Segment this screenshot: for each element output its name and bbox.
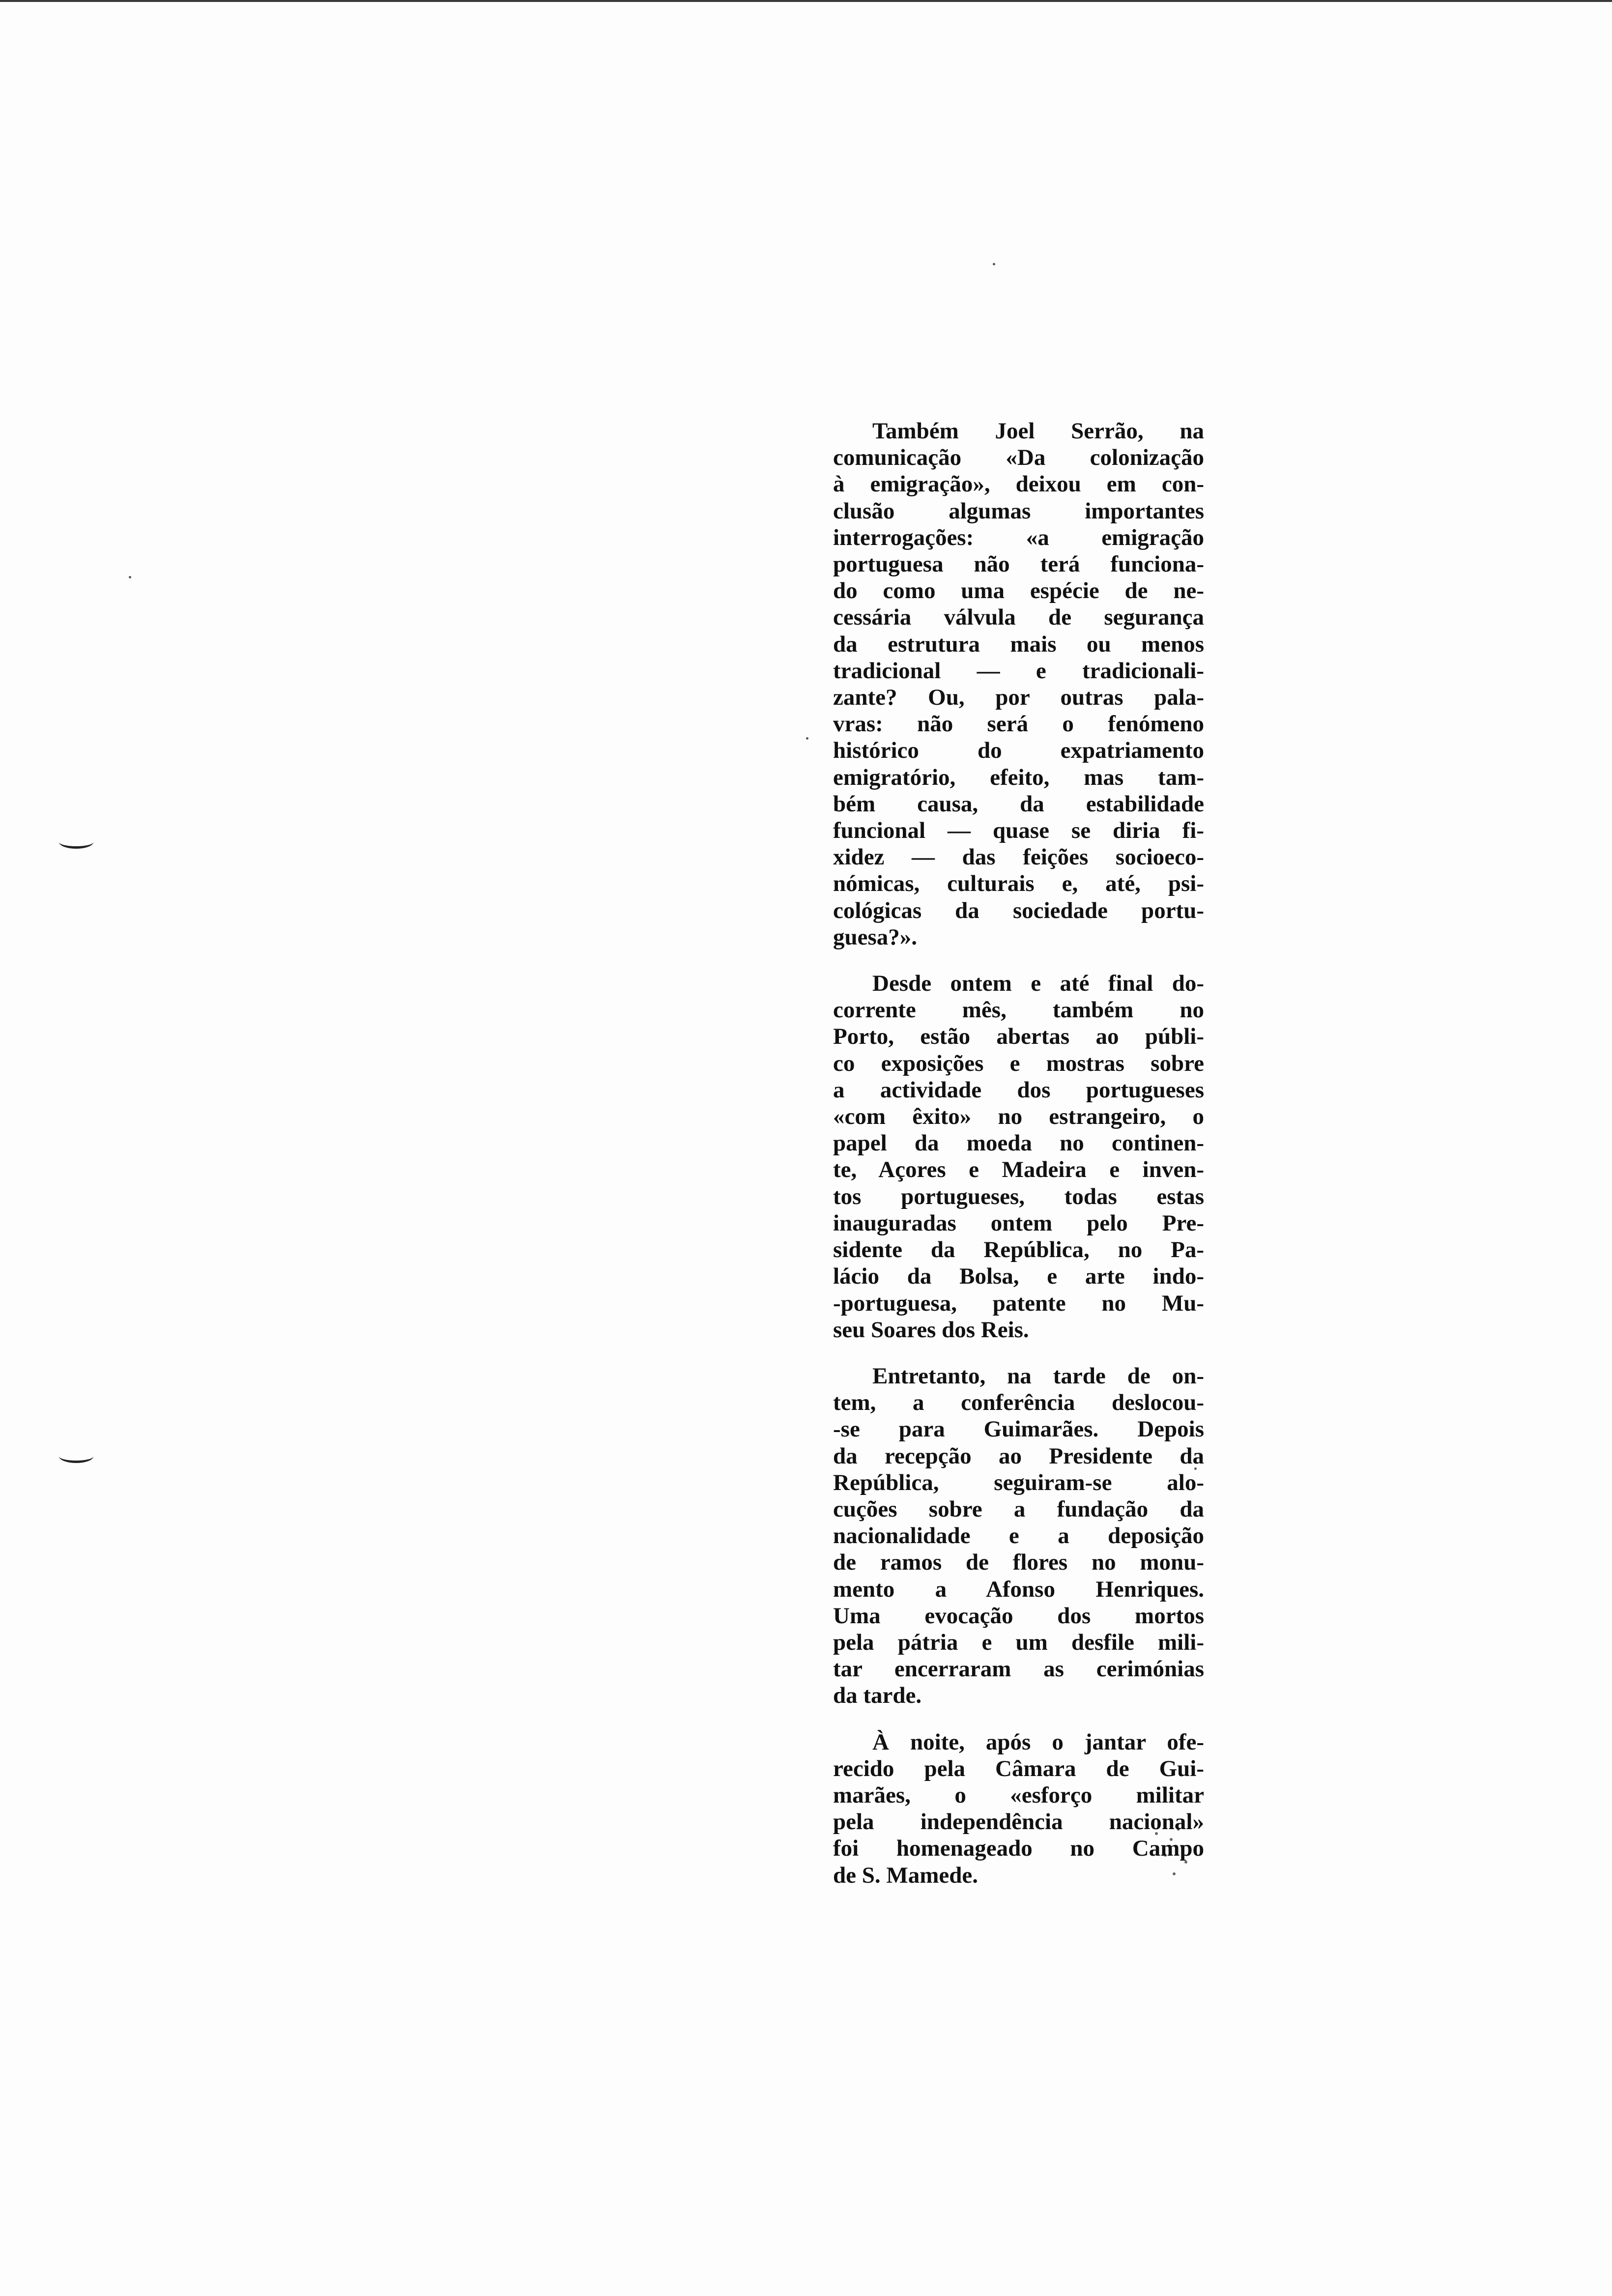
text-line: clusão algumas importantes xyxy=(833,498,1204,524)
text-line: de ramos de flores no monu- xyxy=(833,1550,1204,1576)
article-column xyxy=(833,418,1204,1908)
text-line: comunicação «Da colonização xyxy=(833,445,1204,471)
text-line: da estrutura mais ou menos xyxy=(833,631,1204,657)
text-line: nacionalidade e a deposição xyxy=(833,1523,1204,1549)
scan-speck xyxy=(993,263,995,265)
text-line: República, seguiram-se alo- xyxy=(833,1469,1204,1495)
text-line: pela pátria e um desfile mili- xyxy=(833,1629,1204,1655)
text-line: xidez — das feições socioeco- xyxy=(833,844,1204,870)
text-line: tar encerraram as cerimónias xyxy=(833,1656,1204,1682)
text-line: cológicas da sociedade portu- xyxy=(833,897,1204,923)
text-line: marães, o «esforço militar xyxy=(833,1782,1204,1808)
text-line: mento a Afonso Henriques. xyxy=(833,1576,1204,1602)
text-line: Uma evocação dos mortos xyxy=(833,1603,1204,1629)
text-line: Desde ontem e até final do- xyxy=(872,971,1204,997)
text-line: guesa?». xyxy=(833,924,918,950)
text-line: cessária válvula de segurança xyxy=(833,604,1204,631)
text-line: -se para Guimarães. Depois xyxy=(833,1416,1204,1442)
text-line: histórico do expatriamento xyxy=(833,738,1204,764)
binder-hole-mark xyxy=(59,1450,93,1463)
text-line: zante? Ou, por outras pala- xyxy=(833,685,1204,711)
text-line: vras: não será o fenómeno xyxy=(833,711,1204,737)
text-line: do como uma espécie de ne- xyxy=(833,578,1204,604)
text-line: co exposições e mostras sobre xyxy=(833,1050,1204,1076)
text-line: cuções sobre a fundação da xyxy=(833,1496,1204,1522)
text-line: lácio da Bolsa, e arte indo- xyxy=(833,1263,1204,1290)
text-line: emigratório, efeito, mas tam- xyxy=(833,764,1204,790)
article-paragraph xyxy=(833,418,1204,950)
text-line: inauguradas ontem pelo Pre- xyxy=(833,1210,1204,1236)
text-line: funcional — quase se diria fi- xyxy=(833,818,1204,844)
text-line: À noite, após o jantar ofe- xyxy=(872,1729,1204,1755)
text-line: te, Açores e Madeira e inven- xyxy=(833,1157,1204,1183)
scan-speck xyxy=(806,737,808,740)
text-line: bém causa, da estabilidade xyxy=(833,791,1204,817)
text-line: à emigração», deixou em con- xyxy=(833,471,1204,497)
text-line: foi homenageado no Campo xyxy=(833,1836,1204,1862)
text-line: da recepção ao Presidente da xyxy=(833,1443,1204,1469)
article-paragraph xyxy=(833,970,1204,1343)
text-line: a actividade dos portugueses xyxy=(833,1077,1204,1103)
text-line: corrente mês, também no xyxy=(833,997,1204,1023)
article-paragraph xyxy=(833,1363,1204,1709)
text-line: interrogações: «a emigração xyxy=(833,524,1204,550)
scan-speck xyxy=(129,576,131,578)
text-line: portuguesa não terá funciona- xyxy=(833,551,1204,577)
text-line: tos portugueses, todas estas xyxy=(833,1183,1204,1209)
binder-hole-mark xyxy=(59,835,93,849)
text-line: «com êxito» no estrangeiro, o xyxy=(833,1104,1204,1130)
text-line: pela independência nacional» xyxy=(833,1809,1204,1835)
text-line: recido pela Câmara de Gui- xyxy=(833,1755,1204,1781)
text-line: de S. Mamede. xyxy=(833,1862,979,1888)
text-line: tem, a conferência deslocou- xyxy=(833,1390,1204,1416)
text-line: sidente da República, no Pa- xyxy=(833,1237,1204,1263)
text-line: da tarde. xyxy=(833,1683,922,1709)
text-line: -portuguesa, patente no Mu- xyxy=(833,1290,1204,1316)
text-line: Porto, estão abertas ao públi- xyxy=(833,1024,1204,1050)
text-line: tradicional — e tradicionali- xyxy=(833,658,1204,684)
text-line: Entretanto, na tarde de on- xyxy=(872,1363,1204,1389)
text-line: papel da moeda no continen- xyxy=(833,1130,1204,1156)
article-paragraph xyxy=(833,1729,1204,1889)
text-line: nómicas, culturais e, até, psi- xyxy=(833,871,1204,897)
text-line: seu Soares dos Reis. xyxy=(833,1317,1029,1343)
text-line: Também Joel Serrão, na xyxy=(872,418,1204,444)
top-edge-rule xyxy=(0,0,1612,2)
